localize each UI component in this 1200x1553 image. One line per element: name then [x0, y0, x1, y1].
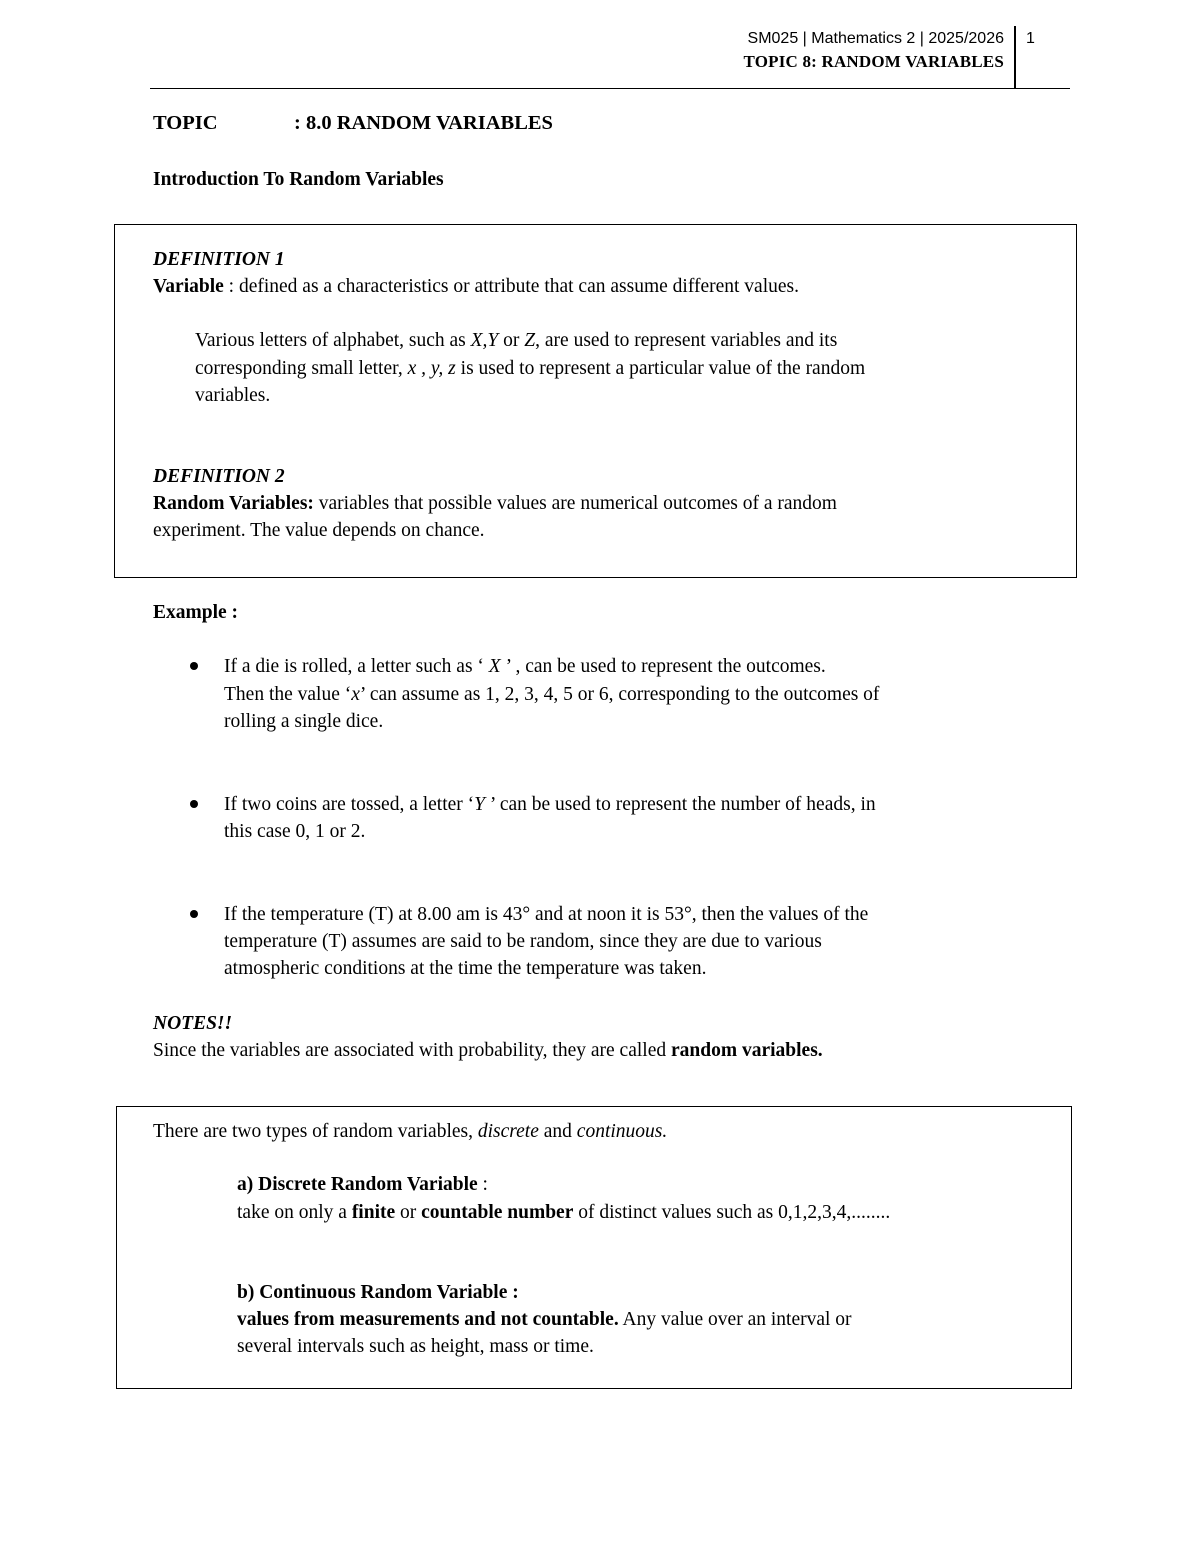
example-item1-line2 — [224, 681, 879, 708]
item-var: Y — [474, 794, 486, 815]
para-text: is used to represent a particular value of the random — [455, 358, 866, 379]
continuous-bold: values from measurements and not countable. — [237, 1309, 619, 1330]
section-subtitle: Introduction To Random Variables — [153, 169, 444, 190]
notes-bold: random variables. — [671, 1040, 823, 1061]
example-item2-line1 — [224, 791, 876, 818]
definition1-heading: DEFINITION 1 — [153, 249, 285, 270]
bullet-icon — [190, 800, 198, 808]
definition1-para-line3: variables. — [195, 385, 271, 406]
definition1-text — [153, 273, 799, 300]
definition1-para-line1 — [195, 327, 837, 354]
notes-text — [153, 1037, 823, 1064]
course-line: SM025 | Mathematics 2 | 2025/2026 — [747, 30, 1004, 47]
types-text: and — [538, 1121, 577, 1142]
item-var: x — [351, 684, 360, 705]
item-text: ’ can assume as 1, 2, 3, 4, 5 or 6, corresponding to the outcomes of — [359, 684, 880, 705]
discrete-body: take on only a — [237, 1202, 352, 1223]
discrete-text — [237, 1199, 890, 1226]
definition2-text-line2: experiment. The value depends on chance. — [153, 520, 485, 541]
discrete-heading — [237, 1171, 488, 1198]
title-value: : 8.0 RANDOM VARIABLES — [294, 112, 553, 134]
notes-body: Since the variables are associated with probability, they are called — [153, 1040, 671, 1061]
discrete-colon: : — [477, 1174, 488, 1195]
types-continuous: continuous. — [576, 1121, 668, 1142]
definition2-heading: DEFINITION 2 — [153, 466, 285, 487]
discrete-body: or — [395, 1202, 422, 1223]
bullet-icon — [190, 662, 198, 670]
continuous-body: Any value over an interval or — [618, 1309, 852, 1330]
definition1-para-line2 — [195, 355, 865, 382]
para-text: or — [498, 330, 525, 351]
para-var-z: Z — [524, 330, 536, 351]
topic-line: TOPIC 8: RANDOM VARIABLES — [743, 52, 1004, 71]
item-text: If a die is rolled, a letter such as ‘ — [224, 656, 489, 677]
para-text: Various letters of alphabet, such as — [195, 330, 471, 351]
notes-heading: NOTES!! — [153, 1013, 233, 1034]
discrete-countable: countable number — [421, 1202, 574, 1223]
header-divider — [1014, 26, 1016, 88]
item-text: ’ , can be used to represent the outcomes. — [500, 656, 826, 677]
continuous-text-line1 — [237, 1306, 852, 1333]
definition1-term: Variable — [153, 276, 224, 297]
example-heading: Example : — [153, 602, 239, 623]
definition1-body: : defined as a characteristics or attribute that can assume different values. — [223, 276, 799, 297]
item-text: Then the value ‘ — [224, 684, 352, 705]
definition2-text-line1 — [153, 490, 837, 517]
continuous-heading: b) Continuous Random Variable : — [237, 1282, 519, 1303]
para-vars: X,Y — [470, 330, 499, 351]
para-text: , are used to represent variables and its — [535, 330, 838, 351]
page-header — [150, 26, 1070, 89]
example-item2-line2: this case 0, 1 or 2. — [224, 821, 366, 842]
discrete-finite: finite — [351, 1202, 396, 1223]
example-item1-line1 — [224, 653, 826, 680]
title-label: TOPIC — [153, 112, 218, 134]
continuous-text-line2: several intervals such as height, mass or time. — [237, 1336, 594, 1357]
definition2-term: Random Variables: — [153, 493, 314, 514]
types-intro — [153, 1118, 667, 1145]
discrete-body: of distinct values such as 0,1,2,3,4,........ — [573, 1202, 891, 1223]
item-var: X — [488, 656, 501, 677]
discrete-title: a) Discrete Random Variable — [237, 1174, 478, 1195]
example-item1-line3: rolling a single dice. — [224, 711, 384, 732]
example-item3-line2: temperature (T) assumes are said to be random, since they are due to various — [224, 931, 822, 952]
para-text: corresponding small letter, — [195, 358, 408, 379]
page-number: 1 — [1026, 30, 1035, 47]
types-text: There are two types of random variables, — [153, 1121, 478, 1142]
example-item3-line3: atmospheric conditions at the time the temperature was taken. — [224, 958, 707, 979]
types-discrete: discrete — [477, 1121, 539, 1142]
bullet-icon — [190, 910, 198, 918]
item-text: If two coins are tossed, a letter ‘ — [224, 794, 475, 815]
example-item3-line1: If the temperature (T) at 8.00 am is 43° and at noon it is 53°, then the values of the — [224, 904, 869, 925]
item-text: ’ can be used to represent the number of heads, in — [485, 794, 876, 815]
para-small-vars: x , y, z — [407, 358, 456, 379]
definition2-body: variables that possible values are numerical outcomes of a random — [313, 493, 837, 514]
